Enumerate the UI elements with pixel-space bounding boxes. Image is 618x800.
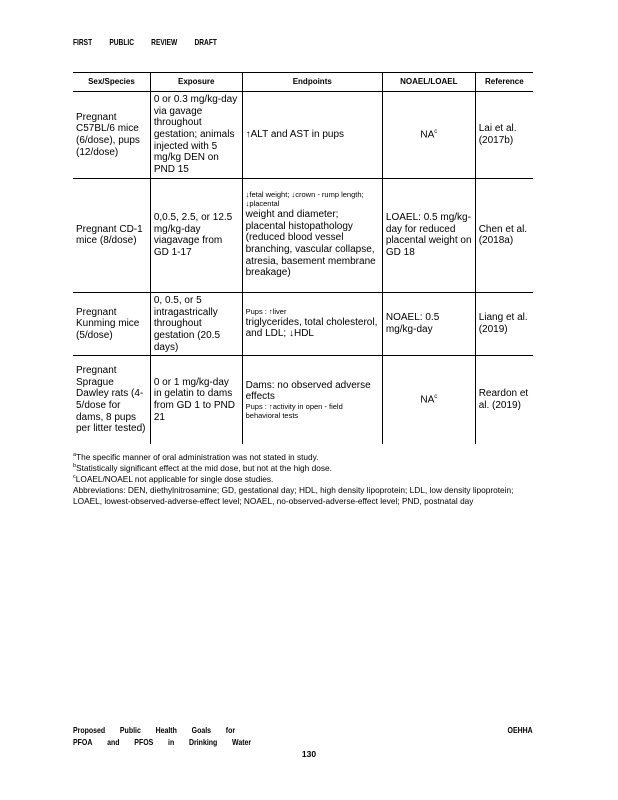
page-number: 130 bbox=[301, 749, 317, 759]
table-row bbox=[73, 356, 533, 444]
footer-word: Public bbox=[119, 725, 141, 735]
cell-exposure: 0 or 0.3 mg/kg-day via gavage throughout gestation; animals injected with 5 mg/kg DEN on PND 15 bbox=[150, 92, 242, 179]
cell-species: Pregnant C57BL/6 mice (6/dose), pups (12/dose) bbox=[73, 92, 150, 179]
col-header-endpoints: Endpoints bbox=[242, 73, 382, 92]
col-header-noael: NOAEL/LOAEL bbox=[382, 73, 475, 92]
footnote-c bbox=[73, 474, 535, 485]
table-row bbox=[73, 292, 533, 355]
cell-endpoints bbox=[242, 92, 382, 179]
footnote-marker: c bbox=[434, 128, 438, 135]
cell-noael: NOAEL: 0.5 mg/kg-day bbox=[382, 292, 475, 355]
header-word: PUBLIC bbox=[109, 37, 134, 47]
footer-word: PFOA bbox=[73, 736, 93, 747]
noael-value: NA bbox=[420, 394, 435, 406]
col-header-reference: Reference bbox=[475, 73, 533, 92]
cell-noael bbox=[382, 356, 475, 444]
cell-noael bbox=[382, 92, 475, 179]
footer-word: PFOS bbox=[134, 736, 154, 747]
cell-endpoints bbox=[242, 356, 382, 444]
endpoint-line: triglycerides, total cholesterol, and LDL; ↓HDL bbox=[245, 316, 378, 340]
col-header-species: Sex/Species bbox=[73, 73, 150, 92]
endpoint-line: Pups : ↑liver bbox=[245, 306, 287, 316]
footnote-marker: c bbox=[73, 474, 76, 481]
noael-value: NA bbox=[420, 129, 435, 141]
table-header-row bbox=[73, 73, 533, 92]
footnote-text: LOAEL/NOAEL not applicable for single dose studies. bbox=[75, 473, 274, 484]
footnote-a bbox=[73, 452, 535, 463]
header-word: FIRST bbox=[73, 37, 93, 47]
endpoint-line: Pups : ↑activity in open - field behavioral tests bbox=[245, 401, 343, 420]
abbreviations: Abbreviations: DEN, diethylnitrosamine; GD, gestational day; HDL, high density lipoprotein; LDL, low density lipoprotein; LOAEL, lowest-observed-adverse-effect level; NOAEL, no-observed-adverse-effect level; PND, postnatal day bbox=[73, 484, 514, 506]
footer-word: Water bbox=[232, 736, 252, 747]
table-row bbox=[73, 178, 533, 292]
footer-word: Drinking bbox=[189, 736, 218, 747]
cell-reference: Lai et al. (2017b) bbox=[475, 92, 533, 179]
footer-title bbox=[73, 725, 266, 749]
cell-endpoints bbox=[242, 292, 382, 355]
footer-word: and bbox=[107, 736, 120, 747]
cell-species: Pregnant Kunming mice (5/dose) bbox=[73, 292, 150, 355]
cell-species: Pregnant CD-1 mice (8/dose) bbox=[73, 178, 150, 292]
endpoint-line: Dams: no observed adverse effects bbox=[245, 379, 371, 403]
cell-reference: Reardon et al. (2019) bbox=[475, 356, 533, 444]
footnote-marker: c bbox=[434, 393, 438, 400]
footnote-text: The specific manner of oral administration was not stated in study. bbox=[76, 452, 319, 462]
footer-word: Proposed bbox=[73, 725, 106, 735]
cell-reference: Chen et al. (2018a) bbox=[475, 178, 533, 292]
footer-word: in bbox=[168, 736, 175, 747]
footer-line bbox=[73, 725, 266, 737]
cell-exposure: 0,0.5, 2.5, or 12.5 mg/kg-day viagavage from GD 1-17 bbox=[150, 178, 242, 292]
cell-noael: LOAEL: 0.5 mg/kg-day for reduced placental weight on GD 18 bbox=[382, 178, 475, 292]
cell-exposure: 0 or 1 mg/kg-day in gelatin to dams from GD 1 to PND 21 bbox=[150, 356, 242, 444]
cell-reference: Liang et al. (2019) bbox=[475, 292, 533, 355]
table-row bbox=[73, 92, 533, 179]
footnote-marker: b bbox=[73, 463, 77, 470]
header-word: DRAFT bbox=[194, 37, 217, 47]
footer-word: Goals bbox=[191, 725, 212, 735]
footnote-b bbox=[73, 463, 535, 474]
footer-agency: OEHHA bbox=[507, 725, 533, 735]
header-word: REVIEW bbox=[151, 37, 178, 47]
cell-endpoints bbox=[242, 178, 382, 292]
endpoint-line: weight and diameter; placental histopathology (reduced blood vessel branching, vascular collapse, atresia, basement membrane breakage) bbox=[245, 209, 376, 279]
draft-header bbox=[73, 37, 234, 47]
footer-word: Health bbox=[155, 725, 177, 735]
cell-species: Pregnant Sprague Dawley rats (4-5/dose for dams, 8 pups per litter tested) bbox=[76, 364, 146, 435]
footnote-text: Statistically significant effect at the mid dose, but not at the high dose. bbox=[76, 462, 332, 473]
endpoint-line: ↓fetal weight; ↓crown - rump length; ↓placental bbox=[245, 190, 364, 209]
study-table bbox=[73, 72, 533, 444]
table-footnotes bbox=[73, 452, 535, 507]
footer-word: for bbox=[225, 725, 236, 735]
endpoint-line: ↑ALT and AST in pups bbox=[245, 129, 345, 141]
col-header-exposure: Exposure bbox=[150, 73, 242, 92]
footer-line bbox=[73, 737, 266, 749]
footnote-marker: a bbox=[73, 452, 77, 459]
cell-exposure: 0, 0.5, or 5 intragastrically throughout gestation (20.5 days) bbox=[150, 292, 242, 355]
